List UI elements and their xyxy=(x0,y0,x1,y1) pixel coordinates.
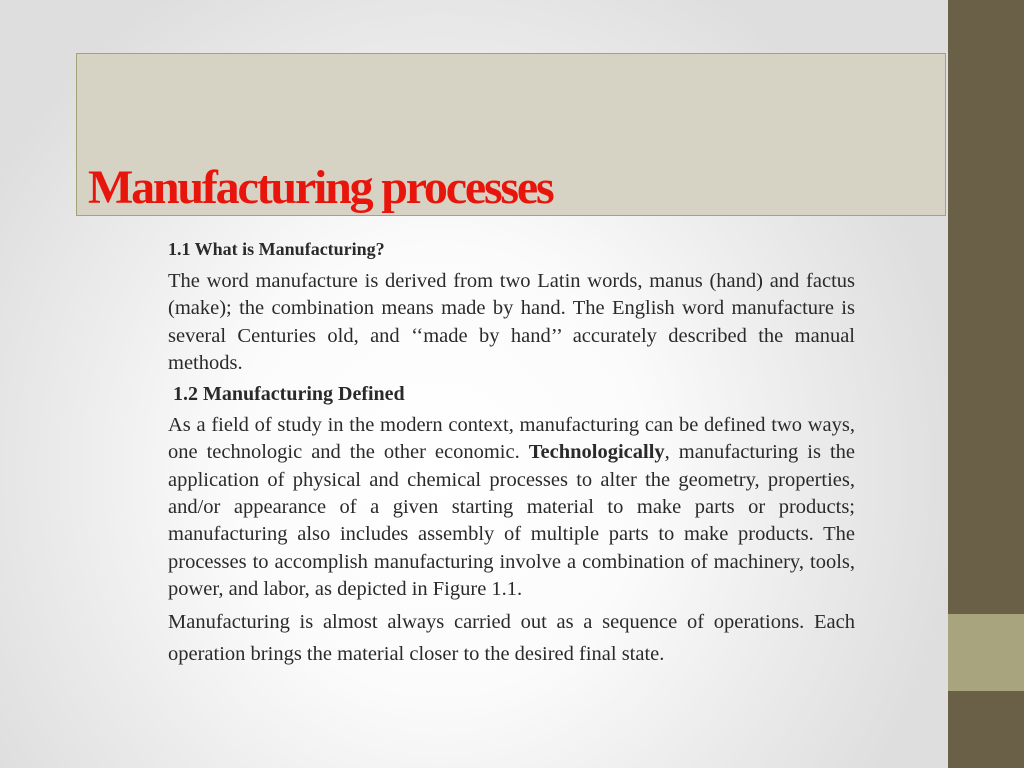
paragraph-definition-rest: , manufacturing is the application of physical and chemical processes to alter the geometry, properties, and/or appearance of a given starting material to make parts or products; manufacturing also includes assembly of multiple parts to make products. The processes to accomplish manufacturing involve a combination of machinery, tools, power, and labor, as depicted in Figure 1.1. xyxy=(168,441,855,600)
bold-term-technologically: Technologically xyxy=(528,441,665,464)
paragraph-definition-start: As a field of study in the modern context, manufacturing can be defined two ways, one technologic and the other economic. xyxy=(168,414,855,464)
section-heading-what-is-manufacturing: 1.1 What is Manufacturing? xyxy=(168,239,385,259)
paragraph-definition xyxy=(168,412,855,603)
section-heading-manufacturing-defined: 1.2 Manufacturing Defined xyxy=(173,383,405,406)
slide-body xyxy=(168,236,855,674)
side-decor-accent xyxy=(948,614,1024,691)
paragraph-sequence: Manufacturing is almost always carried out as a sequence of operations. Each operation brings the material closer to the desired final state. xyxy=(168,611,855,665)
slide-title: Manufacturing processes xyxy=(88,161,553,214)
paragraph-etymology: The word manufacture is derived from two Latin words, manus (hand) and factus (make); the combination means made by hand. The English word manufacture is several Centuries old, and ‘‘made by hand’’ accurately described the manual methods. xyxy=(168,270,855,374)
